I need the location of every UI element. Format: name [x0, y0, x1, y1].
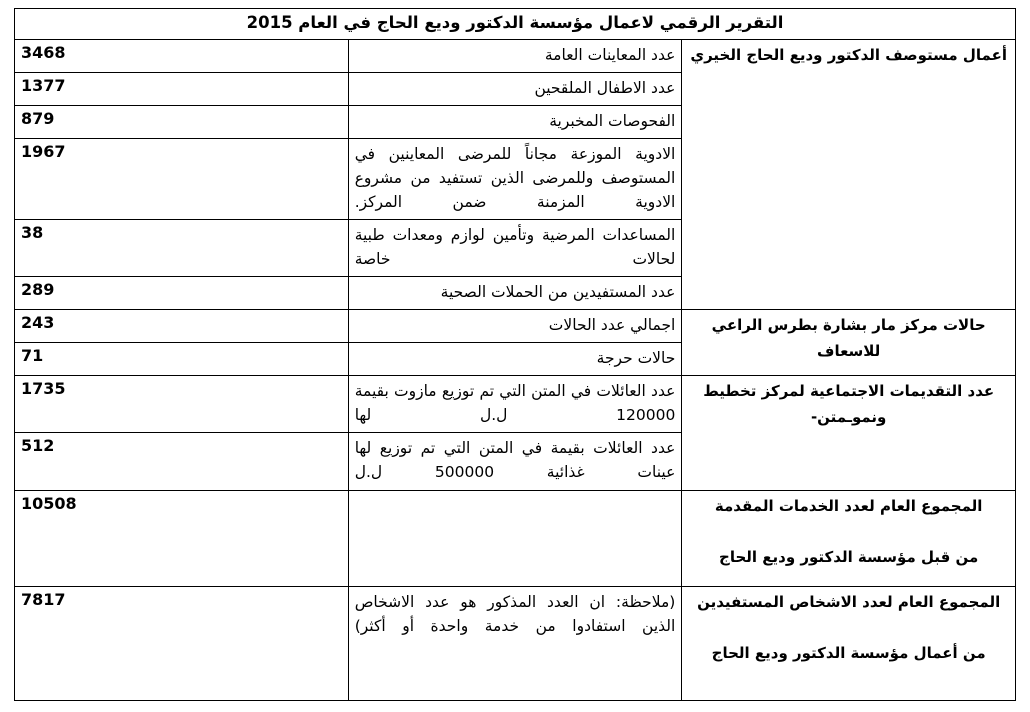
row-number: 243 [15, 310, 349, 343]
category-ambulance: حالات مركز مار بشارة بطرس الراعي للاسعاف [682, 310, 1016, 376]
row-description: حالات حرجة [348, 343, 682, 376]
row-description: عدد الاطفال الملقحين [348, 73, 682, 106]
table-row-total-beneficiaries [15, 586, 1016, 700]
row-number: 289 [15, 277, 349, 310]
total-services-line-2: من قبل مؤسسة الدكتور وديع الحاج [719, 548, 979, 566]
row-description: الفحوصات المخبرية [348, 106, 682, 139]
row-number: 10508 [15, 490, 349, 586]
row-description: الادوية الموزعة مجاناً للمرضى المعاينين في المستوصف وللمرضى الذين تستفيد من مشروع الادوية المزمنة ضمن المركز. [348, 139, 682, 220]
row-description: المساعدات المرضية وتأمين لوازم ومعدات طبية لحالات خاصة [348, 220, 682, 277]
row-number: 1377 [15, 73, 349, 106]
row-number: 879 [15, 106, 349, 139]
category-social: عدد التقديمات الاجتماعية لمركز تخطيط ونموـمتن- [682, 376, 1016, 490]
category-total-beneficiaries [682, 586, 1016, 700]
category-total-services [682, 490, 1016, 586]
table-row-total-services [15, 490, 1016, 586]
row-note: (ملاحظة: ان العدد المذكور هو عدد الاشخاص الذين استفادوا من خدمة واحدة أو أكثر) [348, 586, 682, 700]
total-beneficiaries-line-1: المجموع العام لعدد الاشخاص المستفيدين [697, 592, 1001, 611]
row-number: 512 [15, 433, 349, 490]
table-row [15, 376, 1016, 433]
row-description: اجمالي عدد الحالات [348, 310, 682, 343]
row-number: 38 [15, 220, 349, 277]
row-description: عدد المعاينات العامة [348, 40, 682, 73]
row-number: 1735 [15, 376, 349, 433]
table-title-row [15, 9, 1016, 40]
row-description: عدد العائلات في المتن التي تم توزيع مازوت بقيمة 120000 ل.ل لها [348, 376, 682, 433]
row-description: عدد المستفيدين من الحملات الصحية [348, 277, 682, 310]
table-row [15, 40, 1016, 73]
row-number: 71 [15, 343, 349, 376]
row-description: عدد العائلات بقيمة في المتن التي تم توزيع لها عينات غذائية 500000 ل.ل [348, 433, 682, 490]
page-title: التقرير الرقمي لاعمال مؤسسة الدكتور وديع الحاج في العام 2015 [15, 9, 1016, 40]
row-number: 3468 [15, 40, 349, 73]
total-beneficiaries-line-2: من أعمال مؤسسة الدكتور وديع الحاج [711, 644, 986, 662]
row-number: 1967 [15, 139, 349, 220]
table-row [15, 310, 1016, 343]
total-services-line-1: المجموع العام لعدد الخدمات المقدمة [714, 496, 983, 515]
row-number: 7817 [15, 586, 349, 700]
report-table [14, 8, 1016, 701]
row-description [348, 490, 682, 586]
category-clinic: أعمال مستوصف الدكتور وديع الحاج الخيري [682, 40, 1016, 310]
